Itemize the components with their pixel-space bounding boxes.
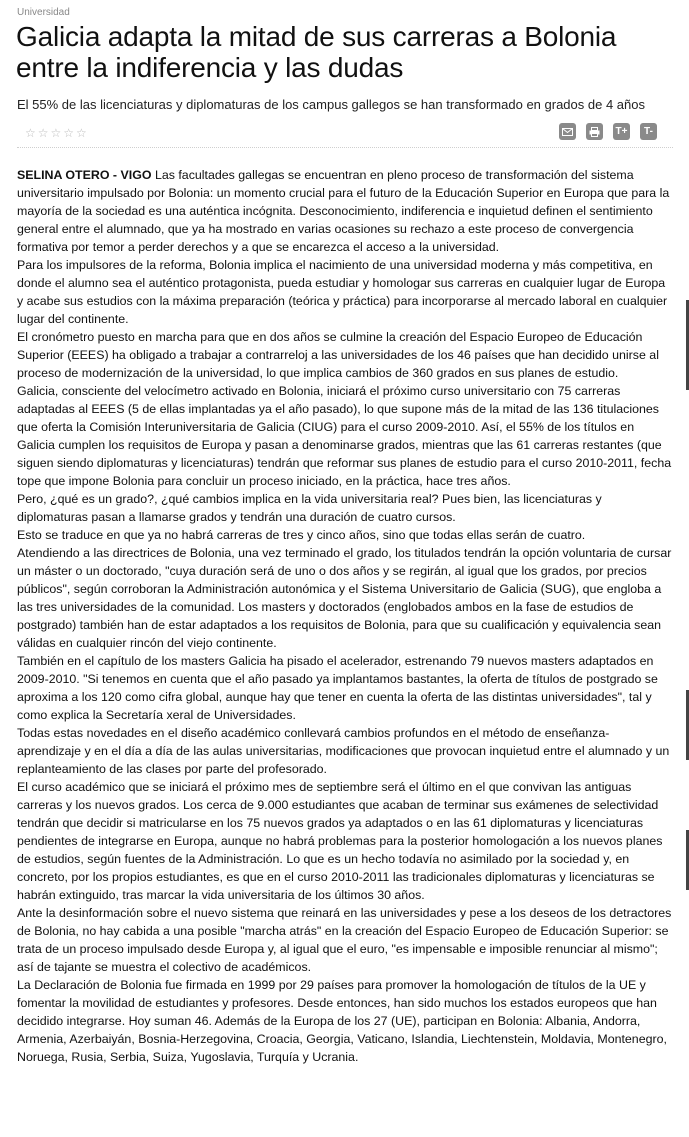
article-paragraph: Galicia, consciente del velocímetro activado en Bolonia, iniciará el próximo curso universitario con 75 carreras adaptadas al EEES (5 de ellas implantadas ya el año pasado), lo que supone más de la mitad de las 136 titulaciones que oferta la Comisión Interuniversitaria de Galicia (CIUG) para el curso 2009-2010. Así, el 55% de los títulos en Galicia cumplen los requisitos de Europa y pasan a denominarse grados, mientras que las 61 carreras restantes (que siguen siendo diplomaturas y licenciaturas) tendrán que reformar sus planes de estudio para el curso 2010-2011, fecha tope que impone Bolonia para concluir un proceso iniciado, en la práctica, hace tres años.	[17, 384, 672, 488]
font-increase-icon[interactable]: T+	[613, 123, 630, 140]
section-label[interactable]: Universidad	[17, 7, 70, 18]
article-paragraph	[17, 166, 673, 256]
rating-stars[interactable]: ☆☆☆☆☆	[25, 126, 89, 140]
article-subtitle: El 55% de las licenciaturas y diplomaturas de los campus gallegos se han transformado en grados de 4 años	[17, 97, 645, 112]
article-headline: Galicia adapta la mitad de sus carreras a Bolonia entre la indiferencia y las dudas	[16, 21, 617, 83]
article-paragraph: También en el capítulo de los masters Galicia ha pisado el acelerador, estrenando 79 nuevos masters adaptados en 2009-2010. "Si tenemos en cuenta que el año pasado ya implantamos bastantes, la oferta de títulos de postgrado se aproxima a los 120 como cifra global, aunque hay que tener en cuenta la oferta de las distintas universidades", tal y como explica la Secretaría xeral de Universidades.	[17, 654, 658, 722]
article-paragraph: El curso académico que se iniciará el próximo mes de septiembre será el último en el que convivan las antiguas carreras y los nuevos grados. Los cerca de 9.000 estudiantes que acaban de terminar sus exámenes de selectividad tendrán que decidir si matricularse en los 75 nuevos grados ya adaptados o en las 61 diplomaturas y licenciaturas pendientes de integrarse en Europa, aunque no habrá problemas para la posterior homologación a los nuevos planes de estudios, según fuentes de la Administración. Lo que es un hecho todavía no asimilado por la sociedad y, en concreto, por los propios estudiantes, es que en el curso 2010-2011 las tradicionales diplomaturas y licenciaturas se habrán extinguido, tras marcar la vida universitaria de los últimos 30 años.	[17, 780, 663, 902]
article-paragraph: La Declaración de Bolonia fue firmada en 1999 por 29 países para promover la homologación de títulos de la UE y fomentar la movilidad de estudiantes y profesores. Desde entonces, han sido muchos los estados europeos que han decidido integrarse. Hoy suman 46. Además de la Europa de los 27 (UE), participan en Bolonia: Albania, Andorra, Armenia, Azerbaiyán, Bosnia-Herzegovina, Croacia, Georgia, Vaticano, Islandia, Liechtenstein, Moldavia, Montenegro, Noruega, Rusia, Serbia, Suiza, Yugoslavia, Turquía y Ucrania.	[17, 978, 667, 1064]
font-decrease-icon[interactable]: T-	[640, 123, 657, 140]
article-paragraph: Para los impulsores de la reforma, Bolonia implica el nacimiento de una universidad moderna y más competitiva, en donde el alumno sea el auténtico protagonista, pueda estudiar y homologar sus carreras en cualquier lugar de Europa y acabe sus estudios con la máxima preparación (teórica y práctica) para incorporarse al mercado laboral en cualquier lugar del continente.	[17, 258, 668, 326]
article-body	[17, 166, 673, 1066]
article-tools	[559, 123, 657, 140]
paragraph-text: Las facultades gallegas se encuentran en pleno proceso de transformación del sistema universitario impulsado por Bolonia: un momento crucial para el futuro de la Educación Superior en Europa que para la mayoría de la sociedad es una auténtica incógnita. Desconocimiento, indiferencia e inquietud definen el sentimiento general entre el alumnado, que ya ha mostrado en varias ocasiones su rechazo a este proceso de convergencia formativa por temor a perder derechos y a que se encarezca el acceso a la universidad.	[17, 168, 670, 254]
print-icon[interactable]	[586, 123, 603, 140]
article-paragraph: Esto se traduce en que ya no habrá carreras de tres y cinco años, sino que todas ellas serán de cuatro.	[17, 528, 586, 542]
article-toolbar	[17, 123, 673, 148]
byline: SELINA OTERO - VIGO	[17, 168, 152, 182]
article-paragraph: Todas estas novedades en el diseño académico conllevará cambios profundos en el método de enseñanza-aprendizaje y en el día a día de las aulas universitarias, modificaciones que provocan inquietud entre el alumnado y un replanteamiento de las clases por parte del profesorado.	[17, 726, 670, 776]
email-icon[interactable]	[559, 123, 576, 140]
article-paragraph: El cronómetro puesto en marcha para que en dos años se culmine la creación del Espacio Europeo de Educación Superior (EEES) ha obligado a trabajar a contrarreloj a las universidades de los 46 países que han decidido unirse al proceso de modernización de la universidad, lo que implica cambios de 360 grados en sus planes de estudio.	[17, 330, 659, 380]
article-container	[17, 0, 673, 1066]
article-paragraph: Pero, ¿qué es un grado?, ¿qué cambios implica en la vida universitaria real? Pues bien, las licenciaturas y diplomaturas pasan a llamarse grados y tendrán una duración de cuatro cursos.	[17, 492, 602, 524]
article-paragraph: Atendiendo a las directrices de Bolonia, una vez terminado el grado, los titulados tendrán la opción voluntaria de cursar un máster o un doctorado, "cuya duración será de uno o dos años y se regirán, al igual que los grados, por precios públicos", según corroboran la Administración autonómica y el Sistema Universitario de Galicia (SUG), que engloba a las tres universidades de la comunidad. Los masters y doctorados (englobados ambos en la fase de estudios de postgrado) también han de estar adaptados a los requisitos de Bolonia, para que su cualificación y equivalencia sean válidas en cualquier rincón del viejo continente.	[17, 546, 672, 650]
article-paragraph: Ante la desinformación sobre el nuevo sistema que reinará en las universidades y pese a los deseos de los detractores de Bolonia, no hay cabida a una posible "marcha atrás" en la creación del Espacio Europeo de Educación Superior: se trata de un proceso impulsado desde Europa y, al igual que el euro, "es impensable e imposible renunciar al mismo"; así de tajante se muestra el colectivo de académicos.	[17, 906, 672, 974]
